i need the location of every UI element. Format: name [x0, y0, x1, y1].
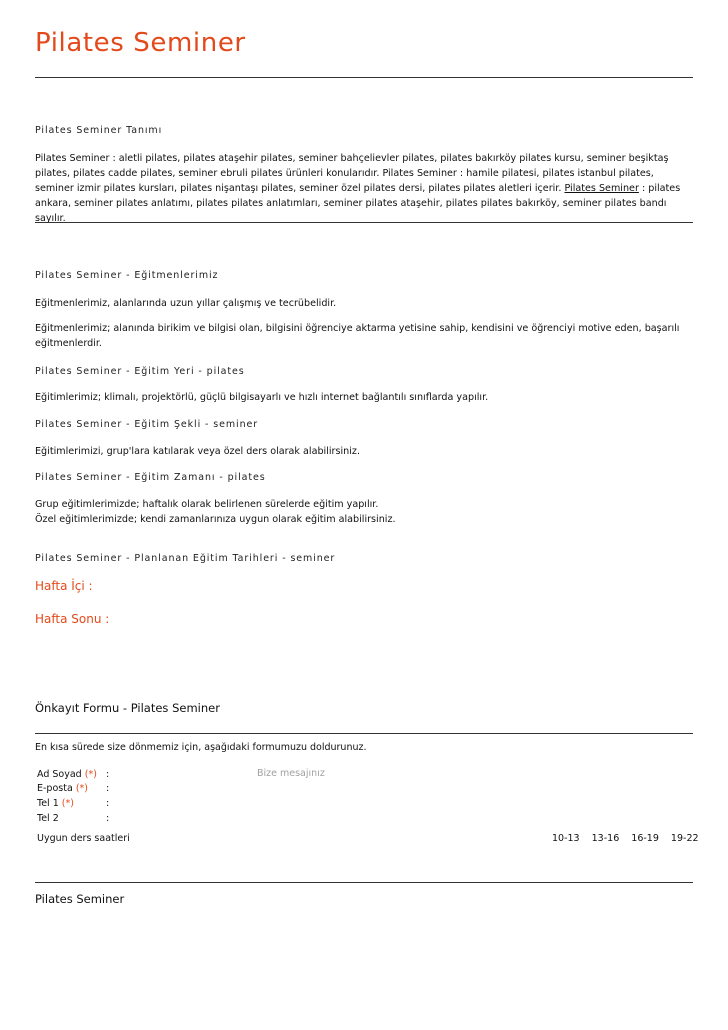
email-required-mark: (*) — [75, 783, 88, 794]
name-required-mark: (*) — [84, 769, 97, 780]
form-divider-top — [35, 733, 693, 734]
timing-line-1: Grup eğitimlerimizde; haftalık olarak belirlenen sürelerde eğitim yapılır. — [35, 499, 379, 510]
schedule-heading: Pilates Seminer - Planlanan Eğitim Tarihleri - seminer — [35, 553, 336, 564]
form-intro: En kısa sürede size dönmemiz için, aşağıdaki formumuzu doldurunuz. — [35, 742, 367, 753]
tel1-field-label — [37, 798, 74, 809]
name-field-label — [37, 769, 97, 780]
instructors-paragraph-1: Eğitmenlerimiz, alanlarında uzun yıllar çalışmış ve tecrübelidir. — [35, 298, 337, 309]
footer-divider — [35, 882, 693, 883]
location-heading: Pilates Seminer - Eğitim Yeri - pilates — [35, 366, 245, 377]
tel1-label-text: Tel 1 — [37, 798, 59, 809]
email-field-label — [37, 783, 88, 794]
name-label-text: Ad Soyad — [37, 769, 82, 780]
instructors-paragraph-2: Eğitmenlerimiz; alanında birikim ve bilgisi olan, bilgisini öğrenciye aktarma yetisine sahip, kendisini ve öğrenciyi motive eden, başarılı eğitmenlerdir. — [35, 323, 680, 349]
weekday-label: Hafta İçi : — [35, 579, 93, 593]
definition-divider — [35, 222, 693, 223]
timing-line-2: Özel eğitimlerimizde; kendi zamanlarınıza uygun olarak eğitim alabilirsiniz. — [35, 514, 396, 525]
definition-paragraph — [35, 151, 695, 226]
tel2-field-label: Tel 2 — [37, 813, 59, 824]
name-colon: : — [106, 769, 110, 780]
format-text: Eğitimlerimizi, grup'lara katılarak veya özel ders olarak alabilirsiniz. — [35, 446, 360, 457]
hours-label: Uygun ders saatleri — [37, 833, 130, 844]
hours-options — [543, 833, 699, 844]
definition-text-b: : pilates ankara, seminer pilates anlatımı, pilates pilates anlatımları, seminer pilates ataşehir, pilates pilates bakırköy, seminer pilates bandı sayılır. — [35, 183, 681, 224]
location-text: Eğitimlerimiz; klimalı, projektörlü, güçlü bilgisayarlı ve hızlı internet bağlantılı sınıflarda yapılır. — [35, 392, 489, 403]
tel1-colon: : — [106, 798, 110, 809]
definition-link[interactable]: Pilates Seminer — [564, 183, 639, 194]
definition-text-a: Pilates Seminer : aletli pilates, pilates ataşehir pilates, seminer bahçelievler pilates, pilates bakırköy pilates kursu, seminer beşiktaş pilates, pilates cadde pilates, seminer ebruli pilates ürünleri konularıdır. Pilates Seminer : hamile pilatesi, pilates istanbul pilates, seminer izmir pilates kursları, pilates nişantaşı pilates, seminer özel pilates dersi, pilates pilates aletleri içerir. — [35, 153, 669, 194]
definition-heading: Pilates Seminer Tanımı — [35, 125, 163, 136]
email-colon: : — [106, 783, 110, 794]
form-title: Önkayıt Formu - Pilates Seminer — [35, 701, 220, 715]
format-heading: Pilates Seminer - Eğitim Şekli - seminer — [35, 419, 259, 430]
page-title: Pilates Seminer — [35, 28, 246, 58]
weekend-label: Hafta Sonu : — [35, 612, 110, 626]
hours-option-4[interactable]: 19-22 — [670, 833, 699, 844]
tel2-colon: : — [106, 813, 110, 824]
timing-heading: Pilates Seminer - Eğitim Zamanı - pilates — [35, 472, 266, 483]
hours-option-2[interactable]: 13-16 — [591, 833, 620, 844]
hours-option-3[interactable]: 16-19 — [631, 833, 659, 844]
tel1-required-mark: (*) — [61, 798, 74, 809]
header-divider — [35, 77, 693, 78]
hours-option-1[interactable]: 10-13 — [552, 833, 580, 844]
instructors-heading: Pilates Seminer - Eğitmenlerimiz — [35, 270, 219, 281]
email-label-text: E-posta — [37, 783, 73, 794]
message-textarea[interactable]: Bize mesajınız — [257, 768, 325, 779]
footer-title: Pilates Seminer — [35, 892, 125, 906]
